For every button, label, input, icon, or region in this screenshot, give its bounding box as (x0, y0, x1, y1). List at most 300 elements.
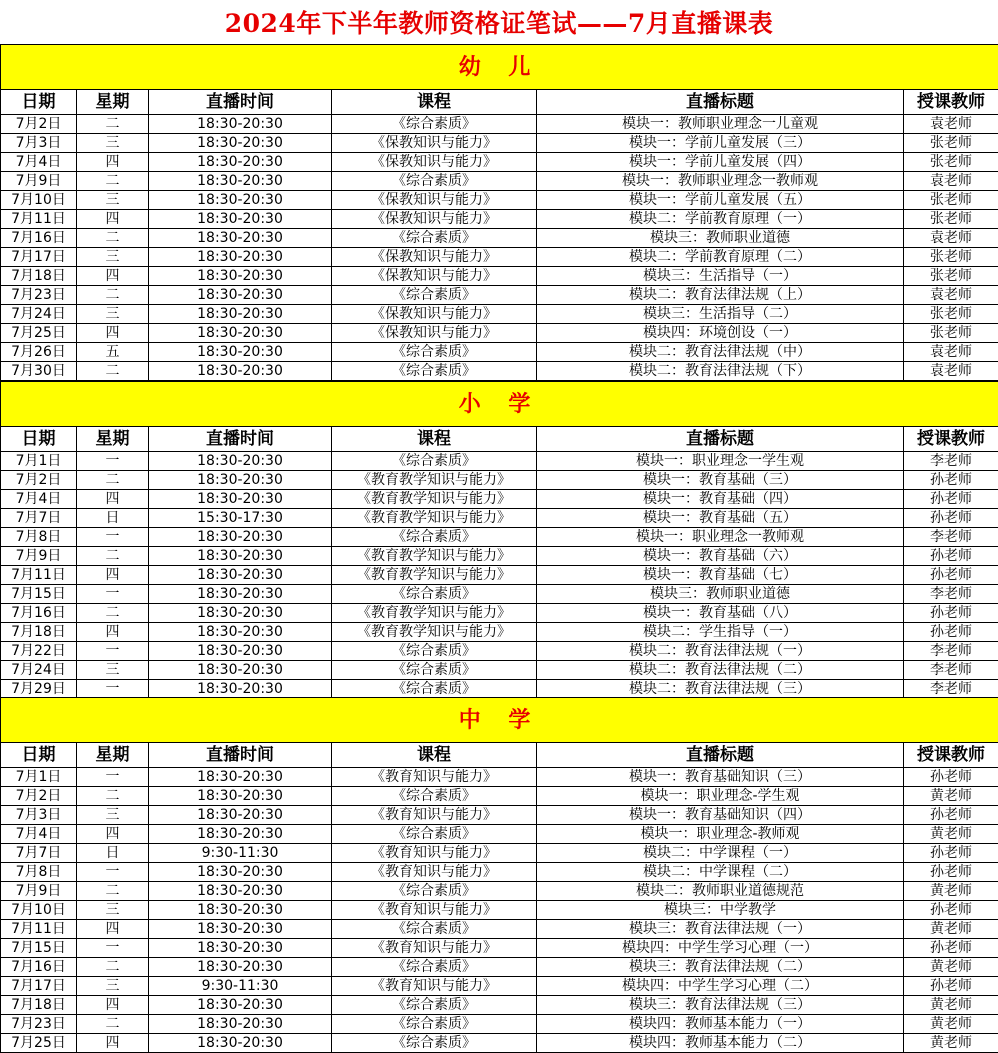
date-cell: 7月8日 (1, 863, 77, 882)
lesson-title-cell: 模块二：教育法律法规（上） (537, 286, 904, 305)
table-row (1, 825, 998, 844)
header-teacher: 授课教师 (904, 90, 998, 115)
lesson-title-cell: 模块四：环境创设（一） (537, 324, 904, 343)
table-row (1, 787, 998, 806)
time-cell: 18:30-20:30 (149, 768, 332, 787)
teacher-cell: 孙老师 (904, 901, 998, 920)
section-banner: 小 学 (1, 382, 998, 427)
table-row (1, 901, 998, 920)
table-row (1, 210, 998, 229)
time-cell: 18:30-20:30 (149, 661, 332, 680)
weekday-cell: 一 (77, 452, 149, 471)
weekday-cell: 四 (77, 1034, 149, 1053)
teacher-cell: 黄老师 (904, 920, 998, 939)
course-cell: 《保教知识与能力》 (332, 191, 537, 210)
weekday-cell: 三 (77, 806, 149, 825)
table-row (1, 977, 998, 996)
time-cell: 18:30-20:30 (149, 229, 332, 248)
weekday-cell: 二 (77, 1015, 149, 1034)
course-cell: 《综合素质》 (332, 229, 537, 248)
weekday-cell: 一 (77, 768, 149, 787)
course-cell: 《综合素质》 (332, 680, 537, 699)
weekday-cell: 二 (77, 604, 149, 623)
course-cell: 《保教知识与能力》 (332, 324, 537, 343)
course-cell: 《综合素质》 (332, 642, 537, 661)
header-date: 日期 (1, 743, 77, 768)
header-weekday: 星期 (77, 743, 149, 768)
date-cell: 7月9日 (1, 882, 77, 901)
lesson-title-cell: 模块三：教师职业道德 (537, 585, 904, 604)
teacher-cell: 孙老师 (904, 471, 998, 490)
time-cell: 18:30-20:30 (149, 920, 332, 939)
lesson-title-cell: 模块二：教育法律法规（一） (537, 642, 904, 661)
course-cell: 《保教知识与能力》 (332, 305, 537, 324)
course-cell: 《综合素质》 (332, 528, 537, 547)
date-cell: 7月2日 (1, 787, 77, 806)
table-row (1, 324, 998, 343)
weekday-cell: 一 (77, 680, 149, 699)
weekday-cell: 二 (77, 286, 149, 305)
weekday-cell: 二 (77, 958, 149, 977)
date-cell: 7月2日 (1, 115, 77, 134)
date-cell: 7月15日 (1, 585, 77, 604)
table-row (1, 939, 998, 958)
lesson-title-cell: 模块三：生活指导（二） (537, 305, 904, 324)
table-row (1, 863, 998, 882)
middle-school-schedule-table (0, 697, 998, 1053)
time-cell: 18:30-20:30 (149, 863, 332, 882)
course-cell: 《综合素质》 (332, 825, 537, 844)
table-row (1, 115, 998, 134)
date-cell: 7月3日 (1, 806, 77, 825)
lesson-title-cell: 模块一：教育基础知识（三） (537, 768, 904, 787)
section-banner-row (1, 698, 998, 743)
header-lesson-title: 直播标题 (537, 427, 904, 452)
lesson-title-cell: 模块二：教育法律法规（二） (537, 661, 904, 680)
date-cell: 7月16日 (1, 229, 77, 248)
course-cell: 《教育知识与能力》 (332, 768, 537, 787)
table-row (1, 362, 998, 381)
course-cell: 《教育教学知识与能力》 (332, 471, 537, 490)
weekday-cell: 二 (77, 547, 149, 566)
time-cell: 18:30-20:30 (149, 305, 332, 324)
course-cell: 《综合素质》 (332, 996, 537, 1015)
header-lesson-title: 直播标题 (537, 743, 904, 768)
lesson-title-cell: 模块四：中学生学习心理（一） (537, 939, 904, 958)
lesson-title-cell: 模块三：教师职业道德 (537, 229, 904, 248)
lesson-title-cell: 模块二：中学课程（二） (537, 863, 904, 882)
teacher-cell: 孙老师 (904, 977, 998, 996)
date-cell: 7月16日 (1, 958, 77, 977)
weekday-cell: 二 (77, 172, 149, 191)
teacher-cell: 张老师 (904, 267, 998, 286)
weekday-cell: 四 (77, 825, 149, 844)
course-cell: 《综合素质》 (332, 958, 537, 977)
lesson-title-cell: 模块二：教师职业道德规范 (537, 882, 904, 901)
table-row (1, 642, 998, 661)
table-row (1, 343, 998, 362)
table-row (1, 768, 998, 787)
primary-school-schedule-table (0, 381, 998, 699)
date-cell: 7月11日 (1, 566, 77, 585)
weekday-cell: 一 (77, 528, 149, 547)
course-cell: 《综合素质》 (332, 585, 537, 604)
lesson-title-cell: 模块一：教育基础知识（四） (537, 806, 904, 825)
table-row (1, 996, 998, 1015)
teacher-cell: 张老师 (904, 248, 998, 267)
date-cell: 7月3日 (1, 134, 77, 153)
course-cell: 《综合素质》 (332, 343, 537, 362)
date-cell: 7月11日 (1, 210, 77, 229)
teacher-cell: 孙老师 (904, 863, 998, 882)
lesson-title-cell: 模块一：教育基础（六） (537, 547, 904, 566)
date-cell: 7月15日 (1, 939, 77, 958)
teacher-cell: 李老师 (904, 452, 998, 471)
teacher-cell: 李老师 (904, 585, 998, 604)
lesson-title-cell: 模块一：职业理念-教师观 (537, 825, 904, 844)
time-cell: 18:30-20:30 (149, 153, 332, 172)
table-row (1, 490, 998, 509)
course-cell: 《教育知识与能力》 (332, 939, 537, 958)
lesson-title-cell: 模块三：教育法律法规（三） (537, 996, 904, 1015)
date-cell: 7月7日 (1, 844, 77, 863)
weekday-cell: 三 (77, 901, 149, 920)
date-cell: 7月25日 (1, 1034, 77, 1053)
section-banner-row (1, 382, 998, 427)
teacher-cell: 张老师 (904, 305, 998, 324)
time-cell: 18:30-20:30 (149, 490, 332, 509)
weekday-cell: 二 (77, 362, 149, 381)
table-row (1, 509, 998, 528)
course-cell: 《综合素质》 (332, 172, 537, 191)
course-cell: 《综合素质》 (332, 115, 537, 134)
time-cell: 18:30-20:30 (149, 939, 332, 958)
header-course: 课程 (332, 743, 537, 768)
table-row (1, 286, 998, 305)
time-cell: 15:30-17:30 (149, 509, 332, 528)
lesson-title-cell: 模块一：学前儿童发展（三） (537, 134, 904, 153)
header-teacher: 授课教师 (904, 743, 998, 768)
time-cell: 18:30-20:30 (149, 286, 332, 305)
time-cell: 18:30-20:30 (149, 362, 332, 381)
lesson-title-cell: 模块四：教师基本能力（二） (537, 1034, 904, 1053)
weekday-cell: 四 (77, 920, 149, 939)
time-cell: 18:30-20:30 (149, 1034, 332, 1053)
teacher-cell: 黄老师 (904, 825, 998, 844)
course-cell: 《保教知识与能力》 (332, 248, 537, 267)
course-cell: 《教育知识与能力》 (332, 863, 537, 882)
date-cell: 7月18日 (1, 623, 77, 642)
date-cell: 7月26日 (1, 343, 77, 362)
time-cell: 18:30-20:30 (149, 191, 332, 210)
weekday-cell: 四 (77, 490, 149, 509)
teacher-cell: 李老师 (904, 528, 998, 547)
course-cell: 《教育知识与能力》 (332, 977, 537, 996)
time-cell: 18:30-20:30 (149, 324, 332, 343)
table-row (1, 191, 998, 210)
header-lesson-title: 直播标题 (537, 90, 904, 115)
header-course: 课程 (332, 427, 537, 452)
time-cell: 18:30-20:30 (149, 172, 332, 191)
teacher-cell: 黄老师 (904, 1015, 998, 1034)
page-title: 2024年下半年教师资格证笔试——7月直播课表 (0, 0, 998, 44)
lesson-title-cell: 模块一：教育基础（八） (537, 604, 904, 623)
time-cell: 18:30-20:30 (149, 806, 332, 825)
date-cell: 7月17日 (1, 248, 77, 267)
lesson-title-cell: 模块二：学前教育原理（二） (537, 248, 904, 267)
table-header-row (1, 743, 998, 768)
lesson-title-cell: 模块三：教育法律法规（一） (537, 920, 904, 939)
date-cell: 7月7日 (1, 509, 77, 528)
header-course: 课程 (332, 90, 537, 115)
teacher-cell: 孙老师 (904, 623, 998, 642)
teacher-cell: 孙老师 (904, 490, 998, 509)
course-cell: 《综合素质》 (332, 920, 537, 939)
date-cell: 7月4日 (1, 825, 77, 844)
lesson-title-cell: 模块三：中学教学 (537, 901, 904, 920)
header-time: 直播时间 (149, 743, 332, 768)
teacher-cell: 孙老师 (904, 768, 998, 787)
date-cell: 7月10日 (1, 901, 77, 920)
table-row (1, 958, 998, 977)
teacher-cell: 李老师 (904, 661, 998, 680)
table-row (1, 585, 998, 604)
date-cell: 7月11日 (1, 920, 77, 939)
table-row (1, 566, 998, 585)
table-row (1, 134, 998, 153)
lesson-title-cell: 模块一：学前儿童发展（五） (537, 191, 904, 210)
time-cell: 18:30-20:30 (149, 680, 332, 699)
weekday-cell: 二 (77, 471, 149, 490)
course-cell: 《综合素质》 (332, 362, 537, 381)
teacher-cell: 孙老师 (904, 844, 998, 863)
course-cell: 《教育教学知识与能力》 (332, 547, 537, 566)
teacher-cell: 孙老师 (904, 806, 998, 825)
time-cell: 18:30-20:30 (149, 1015, 332, 1034)
weekday-cell: 四 (77, 210, 149, 229)
header-weekday: 星期 (77, 90, 149, 115)
course-cell: 《综合素质》 (332, 1015, 537, 1034)
course-cell: 《综合素质》 (332, 452, 537, 471)
table-row (1, 172, 998, 191)
lesson-title-cell: 模块二：教育法律法规（中） (537, 343, 904, 362)
weekday-cell: 一 (77, 585, 149, 604)
time-cell: 18:30-20:30 (149, 623, 332, 642)
date-cell: 7月1日 (1, 452, 77, 471)
lesson-title-cell: 模块二：中学课程（一） (537, 844, 904, 863)
table-row (1, 806, 998, 825)
table-row (1, 452, 998, 471)
header-date: 日期 (1, 427, 77, 452)
date-cell: 7月24日 (1, 305, 77, 324)
lesson-title-cell: 模块一：教育基础（四） (537, 490, 904, 509)
teacher-cell: 袁老师 (904, 115, 998, 134)
date-cell: 7月17日 (1, 977, 77, 996)
header-teacher: 授课教师 (904, 427, 998, 452)
time-cell: 18:30-20:30 (149, 787, 332, 806)
time-cell: 18:30-20:30 (149, 452, 332, 471)
header-date: 日期 (1, 90, 77, 115)
teacher-cell: 李老师 (904, 680, 998, 699)
teacher-cell: 袁老师 (904, 362, 998, 381)
table-row (1, 844, 998, 863)
teacher-cell: 张老师 (904, 210, 998, 229)
teacher-cell: 黄老师 (904, 1034, 998, 1053)
course-cell: 《教育教学知识与能力》 (332, 509, 537, 528)
lesson-title-cell: 模块一：教师职业理念一教师观 (537, 172, 904, 191)
course-cell: 《综合素质》 (332, 882, 537, 901)
table-row (1, 661, 998, 680)
table-row (1, 153, 998, 172)
table-row (1, 1034, 998, 1053)
lesson-title-cell: 模块二：学前教育原理（一） (537, 210, 904, 229)
time-cell: 18:30-20:30 (149, 528, 332, 547)
lesson-title-cell: 模块一：教师职业理念一儿童观 (537, 115, 904, 134)
time-cell: 18:30-20:30 (149, 248, 332, 267)
date-cell: 7月22日 (1, 642, 77, 661)
course-cell: 《教育教学知识与能力》 (332, 604, 537, 623)
date-cell: 7月25日 (1, 324, 77, 343)
lesson-title-cell: 模块三：生活指导（一） (537, 267, 904, 286)
teacher-cell: 孙老师 (904, 547, 998, 566)
teacher-cell: 孙老师 (904, 939, 998, 958)
time-cell: 18:30-20:30 (149, 134, 332, 153)
lesson-title-cell: 模块一：教育基础（七） (537, 566, 904, 585)
header-time: 直播时间 (149, 90, 332, 115)
teacher-cell: 袁老师 (904, 343, 998, 362)
time-cell: 18:30-20:30 (149, 901, 332, 920)
table-header-row (1, 90, 998, 115)
teacher-cell: 袁老师 (904, 286, 998, 305)
course-cell: 《综合素质》 (332, 787, 537, 806)
teacher-cell: 李老师 (904, 642, 998, 661)
teacher-cell: 黄老师 (904, 996, 998, 1015)
date-cell: 7月29日 (1, 680, 77, 699)
time-cell: 9:30-11:30 (149, 844, 332, 863)
table-row (1, 267, 998, 286)
date-cell: 7月23日 (1, 1015, 77, 1034)
time-cell: 18:30-20:30 (149, 996, 332, 1015)
course-cell: 《教育教学知识与能力》 (332, 623, 537, 642)
weekday-cell: 一 (77, 642, 149, 661)
date-cell: 7月1日 (1, 768, 77, 787)
time-cell: 18:30-20:30 (149, 642, 332, 661)
weekday-cell: 一 (77, 939, 149, 958)
teacher-cell: 张老师 (904, 324, 998, 343)
table-row (1, 528, 998, 547)
time-cell: 18:30-20:30 (149, 547, 332, 566)
table-row (1, 471, 998, 490)
weekday-cell: 二 (77, 115, 149, 134)
lesson-title-cell: 模块二：学生指导（一） (537, 623, 904, 642)
weekday-cell: 三 (77, 191, 149, 210)
weekday-cell: 五 (77, 343, 149, 362)
teacher-cell: 袁老师 (904, 229, 998, 248)
date-cell: 7月18日 (1, 267, 77, 286)
time-cell: 18:30-20:30 (149, 471, 332, 490)
lesson-title-cell: 模块一：职业理念-学生观 (537, 787, 904, 806)
teacher-cell: 黄老师 (904, 882, 998, 901)
weekday-cell: 三 (77, 248, 149, 267)
teacher-cell: 黄老师 (904, 787, 998, 806)
table-row (1, 248, 998, 267)
table-row (1, 623, 998, 642)
lesson-title-cell: 模块四：中学生学习心理（二） (537, 977, 904, 996)
lesson-title-cell: 模块一：教育基础（三） (537, 471, 904, 490)
header-weekday: 星期 (77, 427, 149, 452)
time-cell: 9:30-11:30 (149, 977, 332, 996)
lesson-title-cell: 模块二：教育法律法规（三） (537, 680, 904, 699)
weekday-cell: 二 (77, 229, 149, 248)
course-cell: 《综合素质》 (332, 286, 537, 305)
date-cell: 7月23日 (1, 286, 77, 305)
course-cell: 《教育知识与能力》 (332, 844, 537, 863)
time-cell: 18:30-20:30 (149, 267, 332, 286)
time-cell: 18:30-20:30 (149, 958, 332, 977)
weekday-cell: 二 (77, 787, 149, 806)
teacher-cell: 袁老师 (904, 172, 998, 191)
teacher-cell: 孙老师 (904, 566, 998, 585)
date-cell: 7月9日 (1, 172, 77, 191)
lesson-title-cell: 模块一：教育基础（五） (537, 509, 904, 528)
time-cell: 18:30-20:30 (149, 210, 332, 229)
table-row (1, 547, 998, 566)
teacher-cell: 孙老师 (904, 509, 998, 528)
course-cell: 《保教知识与能力》 (332, 210, 537, 229)
teacher-cell: 黄老师 (904, 958, 998, 977)
course-cell: 《综合素质》 (332, 1034, 537, 1053)
weekday-cell: 三 (77, 134, 149, 153)
table-row (1, 920, 998, 939)
teacher-cell: 张老师 (904, 153, 998, 172)
date-cell: 7月24日 (1, 661, 77, 680)
teacher-cell: 张老师 (904, 134, 998, 153)
lesson-title-cell: 模块一：职业理念一学生观 (537, 452, 904, 471)
weekday-cell: 四 (77, 324, 149, 343)
teacher-cell: 张老师 (904, 191, 998, 210)
date-cell: 7月10日 (1, 191, 77, 210)
table-row (1, 680, 998, 699)
weekday-cell: 三 (77, 661, 149, 680)
lesson-title-cell: 模块一：职业理念一教师观 (537, 528, 904, 547)
course-cell: 《教育知识与能力》 (332, 901, 537, 920)
weekday-cell: 四 (77, 566, 149, 585)
course-cell: 《保教知识与能力》 (332, 153, 537, 172)
lesson-title-cell: 模块四：教师基本能力（一） (537, 1015, 904, 1034)
lesson-title-cell: 模块一：学前儿童发展（四） (537, 153, 904, 172)
course-cell: 《教育教学知识与能力》 (332, 566, 537, 585)
date-cell: 7月9日 (1, 547, 77, 566)
section-banner: 幼 儿 (1, 45, 998, 90)
kindergarten-schedule-table (0, 44, 998, 381)
table-row (1, 604, 998, 623)
course-cell: 《综合素质》 (332, 661, 537, 680)
table-row (1, 229, 998, 248)
table-row (1, 305, 998, 324)
course-cell: 《保教知识与能力》 (332, 134, 537, 153)
date-cell: 7月4日 (1, 490, 77, 509)
course-cell: 《教育知识与能力》 (332, 806, 537, 825)
time-cell: 18:30-20:30 (149, 566, 332, 585)
time-cell: 18:30-20:30 (149, 825, 332, 844)
weekday-cell: 三 (77, 977, 149, 996)
lesson-title-cell: 模块二：教育法律法规（下） (537, 362, 904, 381)
header-time: 直播时间 (149, 427, 332, 452)
time-cell: 18:30-20:30 (149, 343, 332, 362)
date-cell: 7月4日 (1, 153, 77, 172)
weekday-cell: 日 (77, 509, 149, 528)
lesson-title-cell: 模块三：教育法律法规（二） (537, 958, 904, 977)
